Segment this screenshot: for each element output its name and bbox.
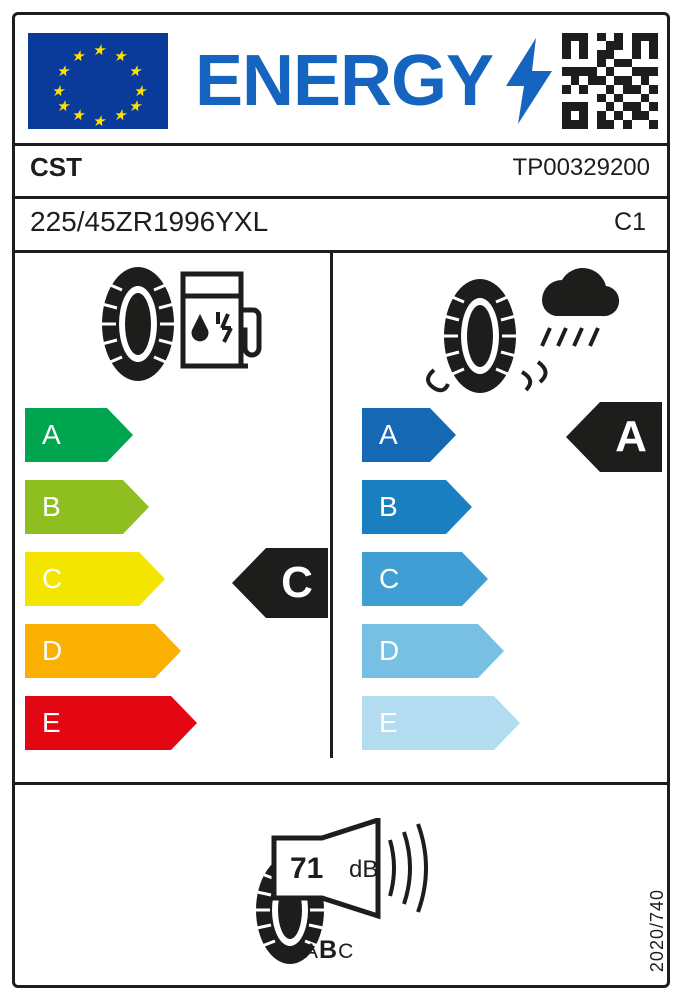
brand-name: CST <box>30 152 82 182</box>
fuel-efficiency-pictogram <box>88 262 268 392</box>
rain-cloud-icon <box>542 268 619 346</box>
grade-row <box>362 624 494 678</box>
noise-class-a: A <box>304 940 320 963</box>
noise-value: 71 <box>290 852 324 885</box>
fuel-rating-value: C <box>266 548 328 618</box>
european-union-flag: ★ ★ ★ ★ ★ ★ ★ ★ ★ ★ ★ ★ <box>28 33 168 129</box>
noise-class-selected: B <box>319 936 339 964</box>
label-header <box>18 18 664 143</box>
wet-grade-b: B <box>362 480 446 534</box>
fuel-rating-marker <box>232 548 328 618</box>
fuel-efficiency-scale <box>25 408 171 768</box>
noise-class-c: C <box>338 940 355 963</box>
grade-row <box>25 408 171 462</box>
grade-row <box>25 480 171 534</box>
grade-row <box>25 696 171 750</box>
page-title: ENERGY <box>194 40 494 121</box>
grade-b: B <box>25 480 123 534</box>
tyre-class: C1 <box>614 208 646 236</box>
tyre-icon <box>100 267 176 381</box>
grade-row <box>362 696 494 750</box>
grade-a: A <box>25 408 107 462</box>
wet-grade-e: E <box>362 696 494 750</box>
wet-grade-a: A <box>362 408 430 462</box>
grade-row <box>362 552 494 606</box>
tyre-size: 225/45ZR1996YXL <box>30 206 269 237</box>
wet-grip-scale <box>362 408 494 768</box>
wet-grade-d: D <box>362 624 478 678</box>
wet-rating-marker <box>566 402 662 472</box>
divider-size <box>15 250 667 253</box>
grade-row <box>362 480 494 534</box>
product-code: TP00329200 <box>512 154 650 181</box>
fuel-pump-icon <box>183 274 259 366</box>
divider-noise <box>15 782 667 785</box>
divider-header <box>15 143 667 146</box>
grade-row <box>25 552 171 606</box>
wet-grip-pictogram <box>412 262 622 412</box>
noise-unit: dB <box>349 856 379 883</box>
energy-bolt-icon <box>506 38 552 124</box>
grade-d: D <box>25 624 155 678</box>
wet-grade-c: C <box>362 552 462 606</box>
wet-rating-value: A <box>600 402 662 472</box>
qr-code <box>562 33 658 129</box>
regulation-reference: 2020/740 <box>647 888 667 972</box>
divider-brand <box>15 196 667 199</box>
grade-row <box>25 624 171 678</box>
noise-section <box>232 818 452 968</box>
tyre-wet-icon <box>428 279 546 393</box>
grade-e: E <box>25 696 171 750</box>
grade-row <box>362 408 494 462</box>
divider-center <box>330 253 333 758</box>
noise-class-scale <box>304 936 354 965</box>
grade-c: C <box>25 552 139 606</box>
